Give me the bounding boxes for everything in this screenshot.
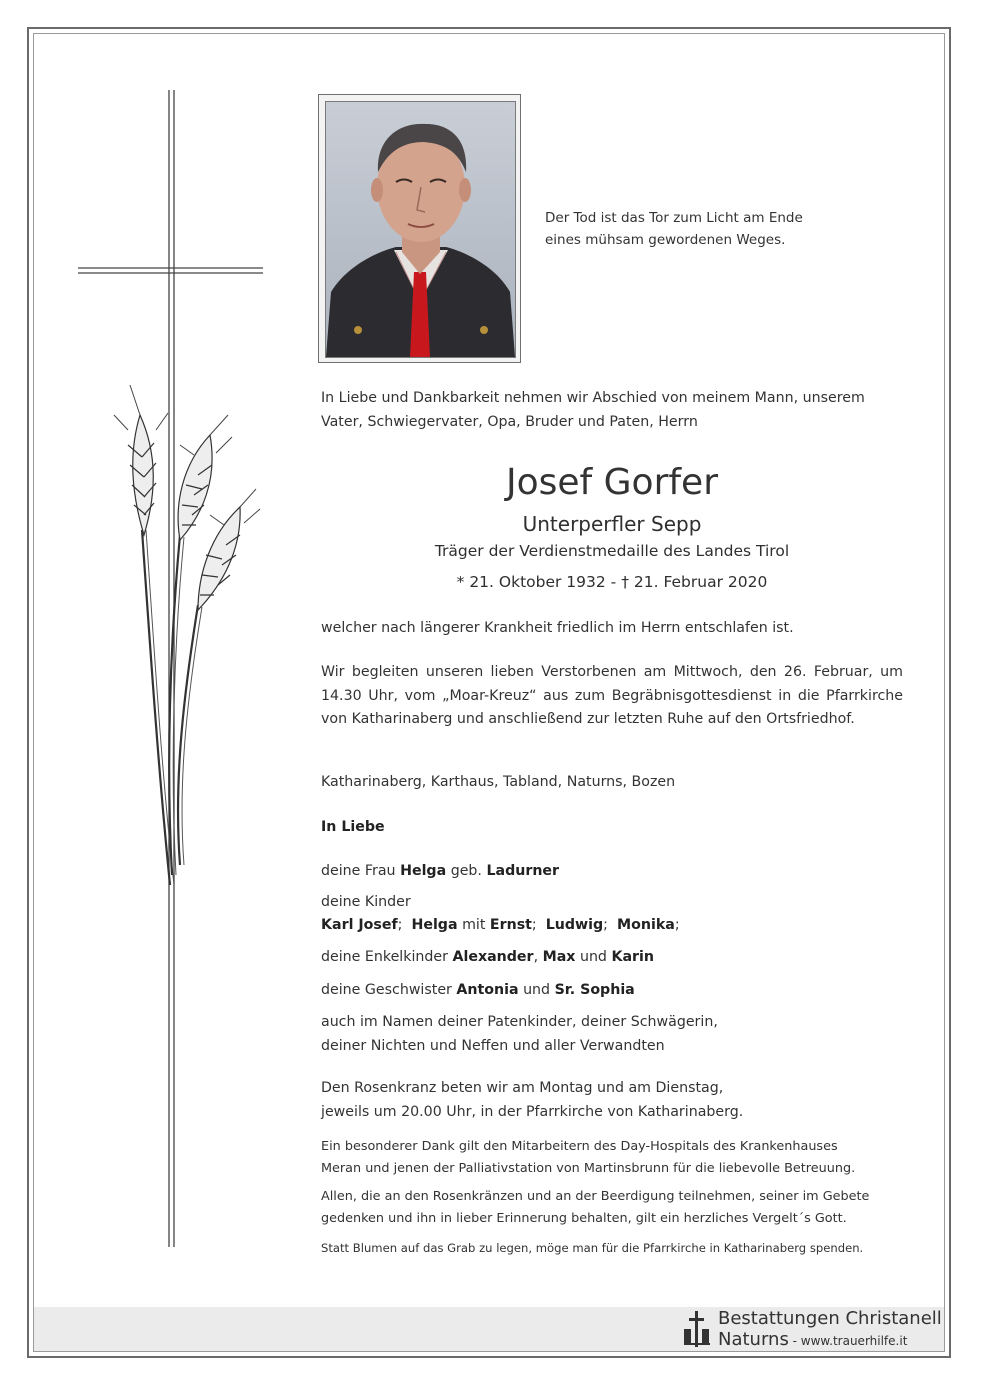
deceased-name: Josef Gorfer [505, 462, 718, 503]
family-text: deine Frau [321, 863, 396, 879]
family-text: und [523, 982, 551, 998]
family-wife [321, 860, 903, 884]
family-name: Ludwig [545, 917, 604, 933]
family-name: Monika [616, 917, 675, 933]
rosary-text [321, 1077, 903, 1124]
family-name: Antonia [456, 982, 519, 998]
thanks-line: Meran und jenen der Palliativstation von Martinsbrunn für die liebevolle Betreuung. [321, 1161, 856, 1176]
family-name: Ernst [489, 917, 532, 933]
thanks-attendees [321, 1186, 903, 1230]
life-dates: * 21. Oktober 1932 - † 21. Februar 2020 [456, 573, 768, 591]
funeral-text: Wir begleiten unseren lieben Verstorbenen am Mittwoch, den 26. Februar, um 14.30 Uhr, vom „Moar-Kreuz“ aus zum Begräbnisgottesdienst in die Pfarrkirche von Katharinaberg und anschließend zur letzten Ruhe auf den Ortsfriedhof. [321, 664, 903, 727]
donation-note: Statt Blumen auf das Grab zu legen, möge man für die Pfarrkirche in Katharinaberg spenden. [321, 1241, 864, 1255]
family-name: Karin [611, 949, 654, 965]
family-others-line: auch im Namen deiner Patenkinder, deiner Schwägerin, [321, 1014, 718, 1030]
family-name: Max [542, 949, 576, 965]
family-children [321, 914, 903, 938]
family-text: deine Geschwister [321, 982, 452, 998]
rosary-line: Den Rosenkranz beten wir am Montag und am Dienstag, [321, 1080, 724, 1096]
family-sep: , [533, 949, 539, 965]
thanks-hospital [321, 1136, 903, 1180]
funeral-home-town: Naturns [718, 1329, 789, 1350]
family-name: Helga [400, 863, 447, 879]
family-grandchildren [321, 946, 903, 970]
family-name: Karl Josef [321, 917, 398, 933]
family-text: mit [462, 917, 486, 933]
family-others-line: deiner Nichten und Neffen und aller Verwandten [321, 1037, 665, 1054]
passed-text: welcher nach längerer Krankheit friedlich im Herrn entschlafen ist. [321, 620, 794, 636]
family-text: und [579, 949, 607, 965]
deceased-nickname: Unterperfler Sepp [522, 512, 702, 536]
thanks-line: Allen, die an den Rosenkränzen und an der Beerdigung teilnehmen, seiner im Gebete [321, 1189, 870, 1204]
family-name: Helga [411, 917, 458, 933]
in-liebe-label [321, 816, 903, 840]
portrait-photo [325, 101, 516, 358]
family-others [321, 1011, 903, 1058]
thanks-line: Ein besonderer Dank gilt den Mitarbeitern des Day-Hospitals des Krankenhauses [321, 1139, 838, 1154]
family-name: Sr. Sophia [554, 982, 635, 998]
cross-wheat-illustration [70, 85, 270, 1255]
family-name: Alexander [452, 949, 534, 965]
portrait-frame [318, 94, 521, 363]
thanks-line: gedenken und ihn in lieber Erinnerung behalten, gilt ein herzliches Vergelt´s Gott. [321, 1211, 847, 1226]
family-text: geb. [450, 863, 482, 879]
family-name: Ladurner [486, 863, 560, 879]
funeral-home-logo-icon [682, 1309, 712, 1349]
intro-line: In Liebe und Dankbarkeit nehmen wir Abschied von meinem Mann, unserem [321, 390, 865, 406]
quote-line: eines mühsam gewordenen Weges. [545, 232, 786, 248]
quote-line: Der Tod ist das Tor zum Licht am Ende [545, 210, 803, 226]
family-sep: ; [674, 917, 680, 933]
family-sep: ; [397, 917, 403, 933]
intro-line: Vater, Schwiegervater, Opa, Bruder und Paten, Herrn [321, 413, 698, 430]
family-sep: ; [603, 917, 608, 933]
places-text: Katharinaberg, Karthaus, Tabland, Naturns, Bozen [321, 774, 676, 790]
family-text: deine Enkelkinder [321, 949, 448, 965]
intro-text [321, 387, 903, 434]
family-siblings [321, 979, 903, 1003]
in-liebe-text: In Liebe [321, 819, 385, 835]
family-children-label: deine Kinder [321, 894, 411, 910]
funeral-home-location [718, 1330, 907, 1351]
deceased-honor: Träger der Verdienstmedaille des Landes Tirol [434, 542, 790, 560]
rosary-line: jeweils um 20.00 Uhr, in der Pfarrkirche von Katharinaberg. [321, 1103, 744, 1120]
family-sep: ; [531, 917, 537, 933]
funeral-home-url[interactable]: - www.trauerhilfe.it [788, 1334, 908, 1348]
funeral-home-name: Bestattungen Christanell [718, 1308, 942, 1329]
memorial-quote [545, 207, 803, 251]
